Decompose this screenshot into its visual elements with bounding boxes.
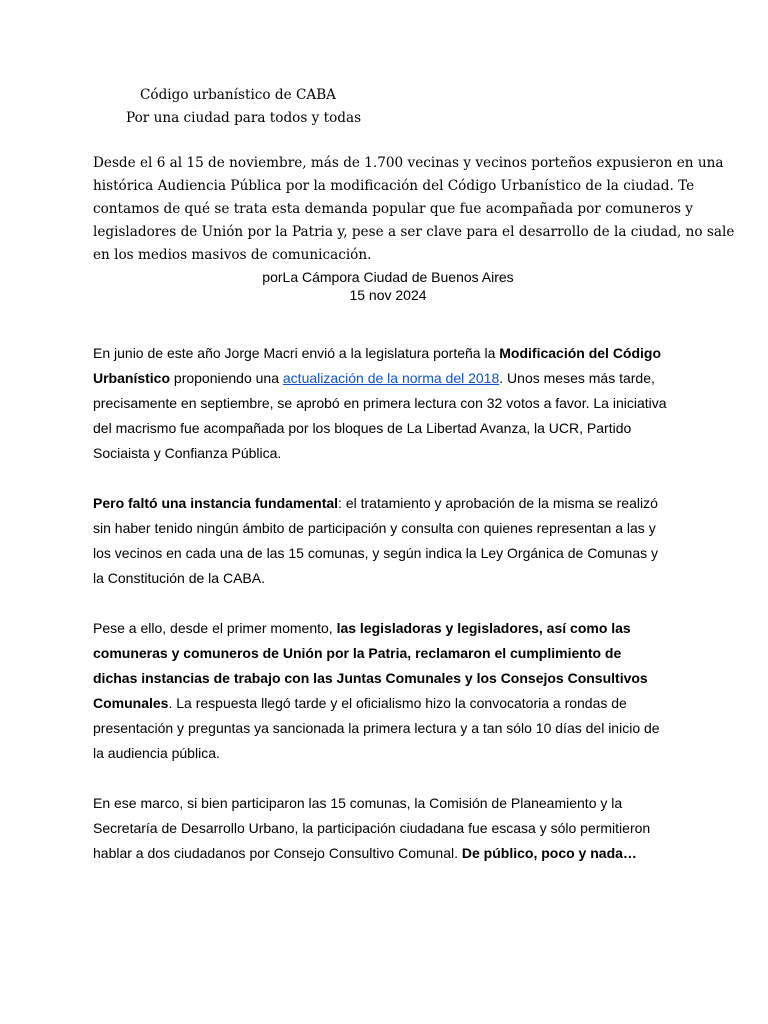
paragraph-line	[93, 366, 683, 391]
paragraph-line	[93, 691, 683, 716]
paragraph-line: sin haber tenido ningún ámbito de participación y consulta con quienes representan a las y	[93, 520, 656, 536]
bold-text: Urbanístico	[93, 370, 171, 386]
text-run: : el tratamiento y aprobación de la misma se realizó	[338, 495, 658, 511]
intro-line: en los medios masivos de comunicación.	[93, 247, 372, 263]
paragraph-line: En ese marco, si bien participaron las 15 comunas, la Comisión de Planeamiento y la	[93, 795, 623, 811]
bold-text: De público, poco y nada…	[461, 845, 637, 861]
bold-text: comuneras y comuneros de Unión por la Patria, reclamaron el cumplimiento de	[93, 645, 622, 661]
paragraph-line: del macrismo fue acompañada por los bloques de La Libertad Avanza, la UCR, Partido	[93, 420, 632, 436]
intro-paragraph	[93, 152, 735, 267]
document-subtitle: Por una ciudad para todos y todas	[126, 110, 362, 126]
norma-2018-link[interactable]: actualización de la norma del 2018	[282, 370, 500, 386]
intro-line: Desde el 6 al 15 de noviembre, más de 1.700 vecinas y vecinos porteños expusieron en una	[93, 155, 724, 171]
text-run: . Unos meses más tarde,	[499, 370, 655, 386]
document-title: Código urbanístico de CABA	[140, 87, 337, 103]
body-paragraph-1	[93, 341, 683, 466]
paragraph-line	[93, 666, 683, 691]
paragraph-line: precisamente en septiembre, se aprobó en primera lectura con 32 votos a favor. La iniciativa	[93, 395, 667, 411]
intro-line: histórica Audiencia Pública por la modificación del Código Urbanístico de la ciudad. Te	[93, 178, 695, 194]
paragraph-line: Sociaista y Confianza Pública.	[93, 445, 282, 461]
text-run: En junio de este año Jorge Macri envió a la legislatura porteña la	[93, 345, 500, 361]
bold-text: dichas instancias de trabajo con las Juntas Comunales y los Consejos Consultivos	[93, 670, 648, 686]
paragraph-line	[93, 616, 683, 641]
paragraph-line: presentación y preguntas ya sancionada la primera lectura y a tan sólo 10 días del inicio de	[93, 720, 660, 736]
byline-date: 15 nov 2024	[349, 287, 427, 303]
bold-text: Pero faltó una instancia fundamental	[93, 495, 339, 511]
text-run: proponiendo una	[170, 370, 283, 386]
paragraph-line	[93, 491, 683, 516]
body-paragraph-4	[93, 791, 683, 866]
intro-line: legisladores de Unión por la Patria y, pese a ser clave para el desarrollo de la ciudad, no sale	[93, 224, 735, 240]
bold-text: Comunales	[93, 695, 169, 711]
body-paragraph-2	[93, 491, 683, 591]
text-run: hablar a dos ciudadanos por Consejo Consultivo Comunal.	[93, 845, 462, 861]
byline-author: porLa Cámpora Ciudad de Buenos Aires	[262, 269, 514, 285]
paragraph-line	[93, 841, 683, 866]
bold-text: las legisladoras y legisladores, así como las	[336, 620, 631, 636]
intro-line: contamos de qué se trata esta demanda popular que fue acompañada por comuneros y	[93, 201, 693, 217]
paragraph-line	[93, 641, 683, 666]
text-run: . La respuesta llegó tarde y el oficialismo hizo la convocatoria a rondas de	[168, 695, 627, 711]
paragraph-line: la audiencia pública.	[93, 745, 220, 761]
paragraph-line: la Constitución de la CABA.	[93, 570, 265, 586]
text-run: Pese a ello, desde el primer momento,	[93, 620, 337, 636]
bold-text: Modificación del Código	[499, 345, 662, 361]
body-paragraph-3	[93, 616, 683, 766]
paragraph-line: los vecinos en cada una de las 15 comunas, y según indica la Ley Orgánica de Comunas y	[93, 545, 659, 561]
paragraph-line: Secretaría de Desarrollo Urbano, la participación ciudadana fue escasa y sólo permitieron	[93, 820, 651, 836]
paragraph-line	[93, 341, 683, 366]
